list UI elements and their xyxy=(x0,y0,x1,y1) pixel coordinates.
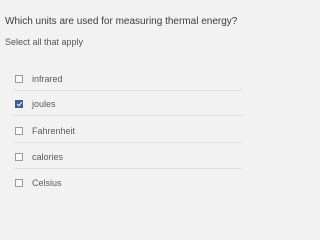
divider xyxy=(14,90,242,91)
option-label: infrared xyxy=(32,74,63,84)
checkbox-fahrenheit[interactable] xyxy=(15,127,23,135)
option-label: joules xyxy=(32,99,56,109)
option-celsius[interactable] xyxy=(15,177,62,189)
checkbox-joules[interactable] xyxy=(15,100,23,108)
option-calories[interactable] xyxy=(15,151,63,163)
option-joules[interactable] xyxy=(15,98,56,110)
option-label: Fahrenheit xyxy=(32,126,76,136)
divider xyxy=(14,168,242,169)
divider xyxy=(14,142,242,143)
option-label: Celsius xyxy=(32,178,62,188)
checkbox-calories[interactable] xyxy=(15,153,23,161)
divider xyxy=(14,115,242,116)
instruction-text: Select all that apply xyxy=(5,37,84,47)
question-text: Which units are used for measuring thermal energy? xyxy=(5,16,238,27)
option-label: calories xyxy=(32,152,64,162)
option-fahrenheit[interactable] xyxy=(15,125,75,137)
checkbox-celsius[interactable] xyxy=(15,179,23,187)
option-infrared[interactable] xyxy=(15,73,63,85)
checkbox-infrared[interactable] xyxy=(15,75,23,83)
